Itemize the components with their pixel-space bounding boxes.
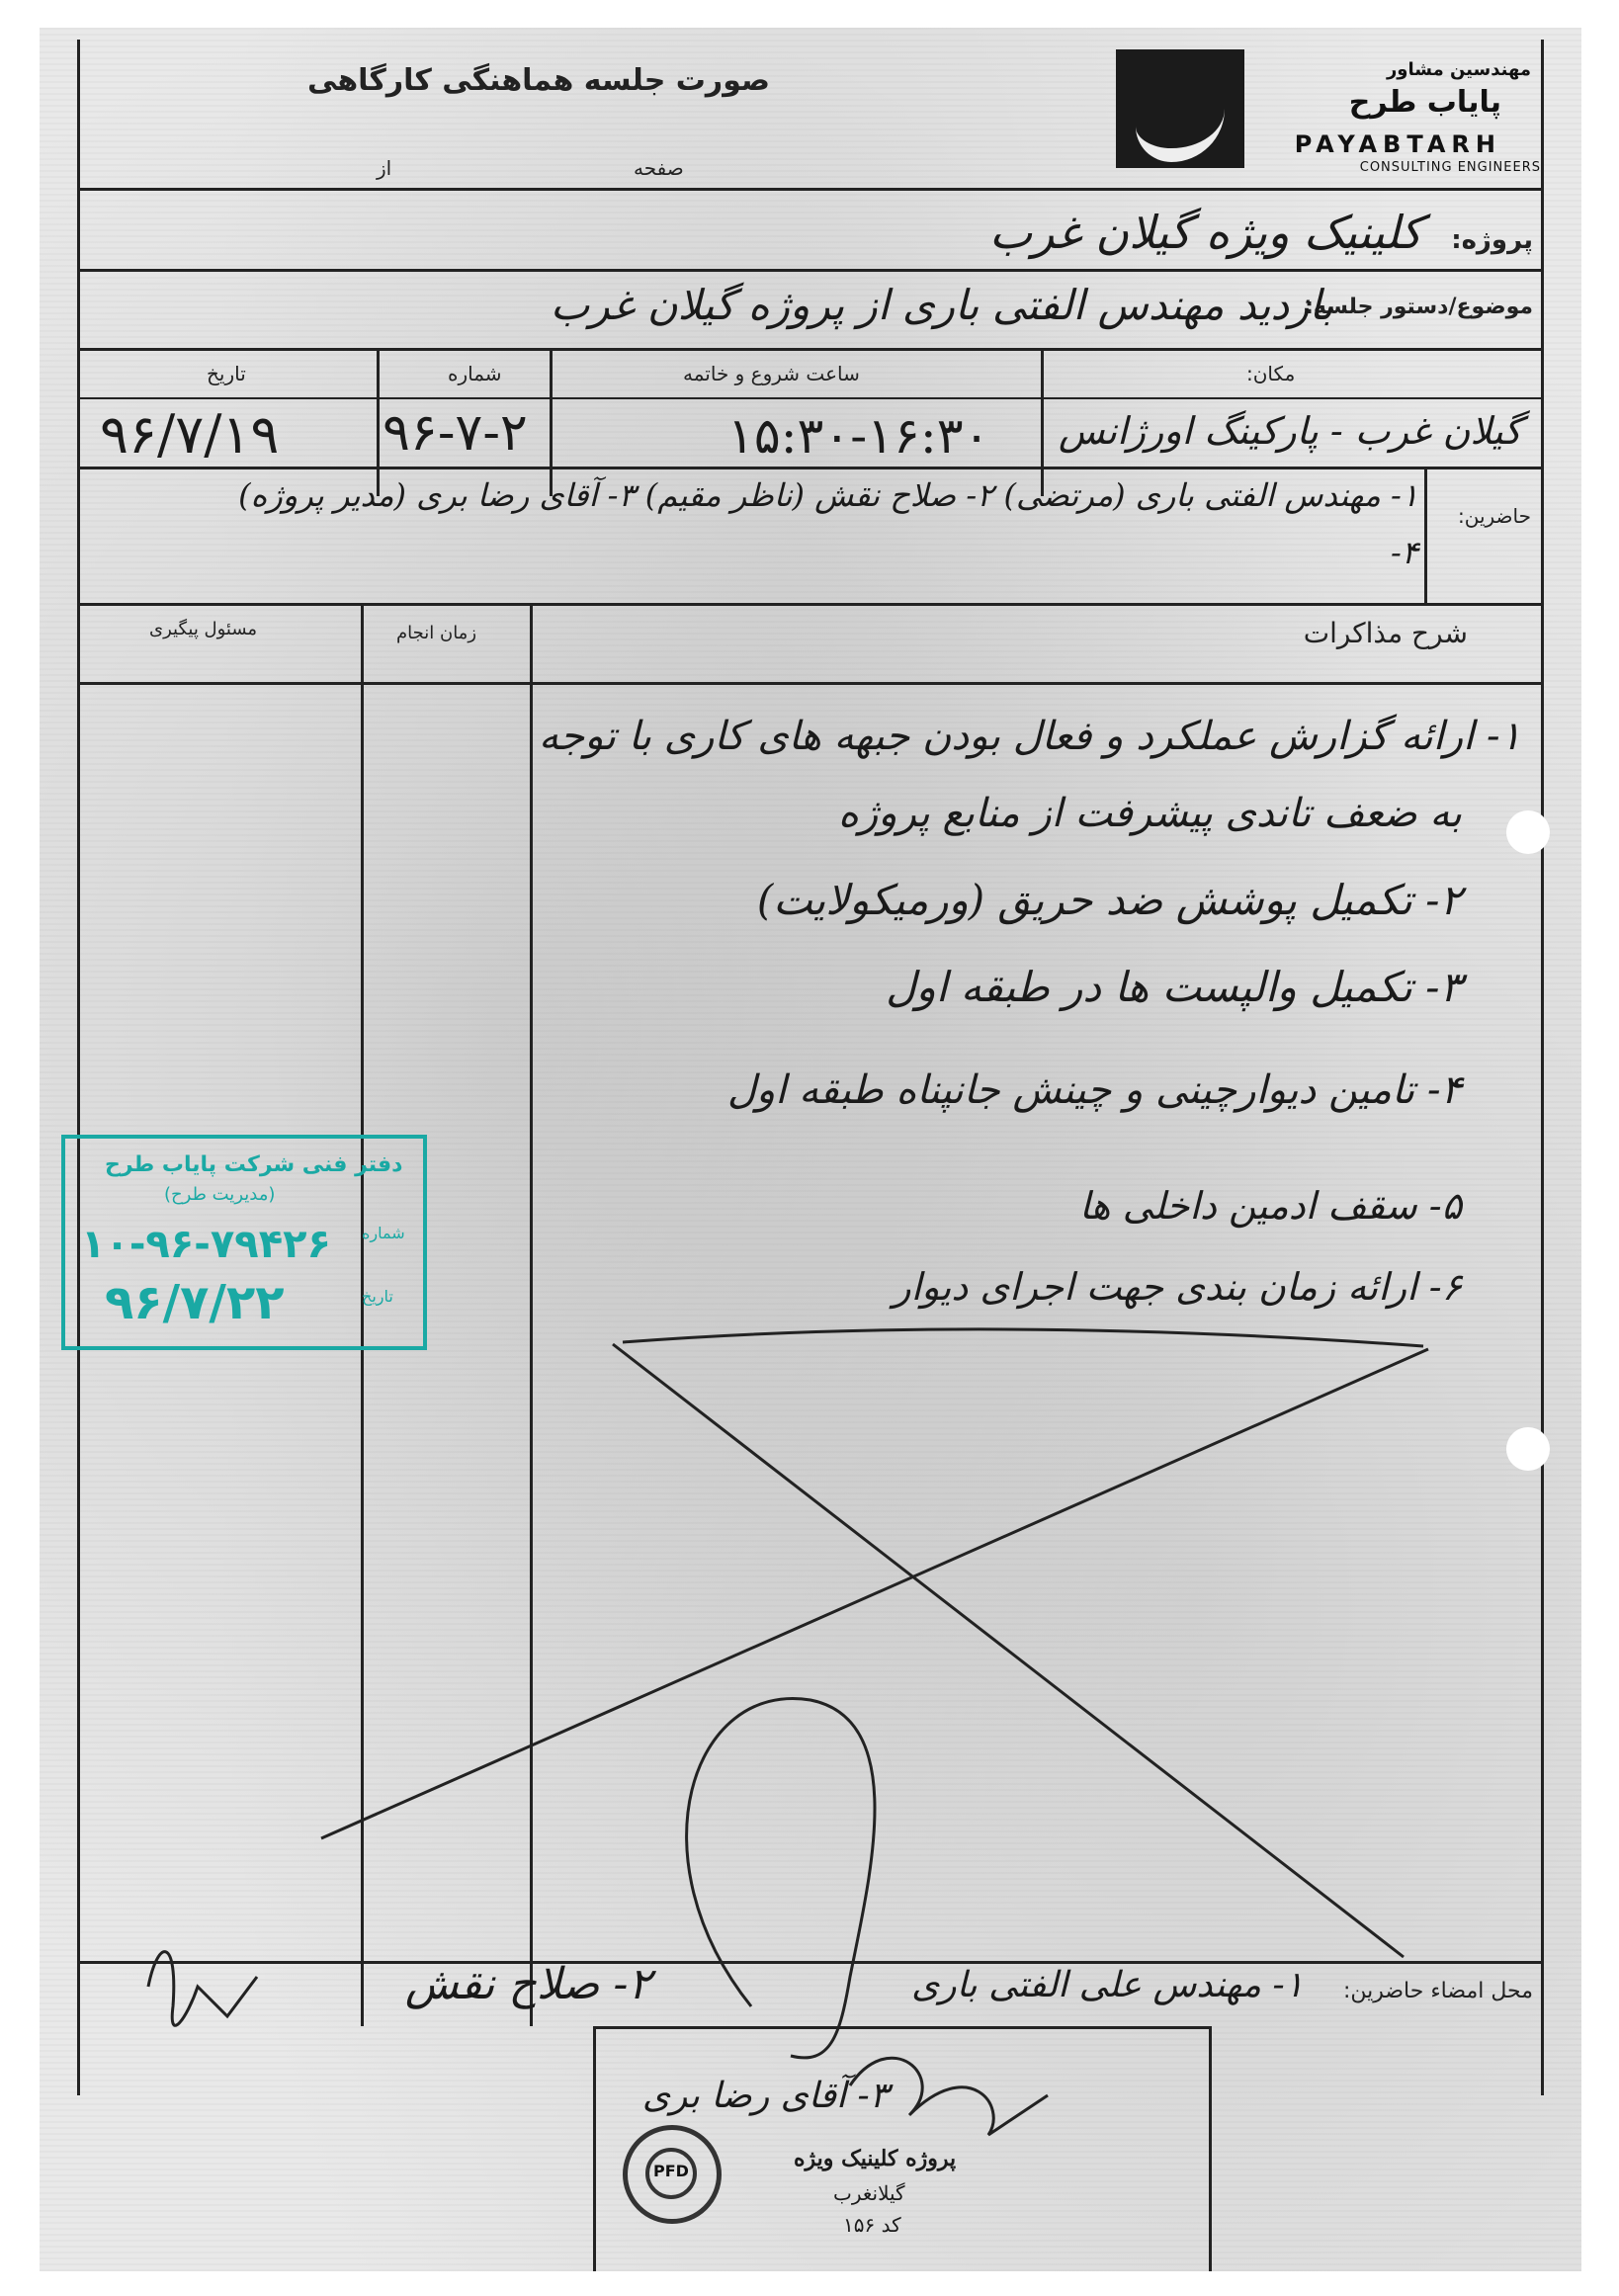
signature-3: ۳- آقای رضا بری xyxy=(641,2076,889,2116)
stamp-date-label: تاریخ xyxy=(362,1287,393,1306)
signature-scribble-left xyxy=(148,1952,257,2026)
date-label: تاریخ xyxy=(207,362,246,385)
firm-tagline: CONSULTING ENGINEERS xyxy=(1359,160,1541,175)
signature-loop xyxy=(687,1698,875,2057)
discussion-header: شرح مذاکرات xyxy=(1303,617,1468,649)
seal-text: PFD xyxy=(653,2162,689,2180)
of-label: از xyxy=(377,156,392,180)
time-value: ۱۵:۳۰-۱۶:۳۰ xyxy=(727,407,990,465)
subject-value: بازدید مهندس الفتی باری از پروژه گیلان غرب xyxy=(550,281,1333,329)
discussion-item-2: به ضعف تاندی پیشرفت از منابع پروژه xyxy=(838,791,1462,836)
signatures-label: محل امضاء حاضرین: xyxy=(1342,1979,1533,2003)
footer-line3: کد ۱۵۶ xyxy=(843,2213,901,2237)
stamp-line1: دفتر فنی شرکت پایاب طرح xyxy=(105,1152,403,1177)
stamp-line2: (مدیریت طرح) xyxy=(164,1184,276,1205)
number-label: شماره xyxy=(448,362,502,385)
strike-line-1 xyxy=(613,1344,1404,1957)
date-value: ۹۶/۷/۱۹ xyxy=(100,403,280,466)
stamp-number-value: ۱۰-۹۶-۷۹۴۲۶ xyxy=(81,1222,331,1267)
signature-2: ۲- صلاح نقش xyxy=(404,1959,651,2009)
discussion-item-5: ۴- تامین دیوارچینی و چینش جانپناه طبقه اول xyxy=(726,1067,1462,1113)
responsible-header: مسئول پیگیری xyxy=(149,619,258,639)
project-label: پروژه: xyxy=(1451,225,1533,255)
discussion-item-3: ۲- تکمیل پوشش ضد حریق (ورمیکولایت) xyxy=(756,876,1462,924)
subject-label: موضوع/دستور جلسه: xyxy=(1305,295,1533,319)
place-label: مکان: xyxy=(1246,362,1296,385)
form-title: صورت جلسه هماهنگی کارگاهی xyxy=(307,63,771,98)
stamp-number-label: شماره xyxy=(362,1224,405,1242)
strike-line-top xyxy=(623,1329,1423,1346)
firm-small-label: مهندسین مشاور xyxy=(1386,59,1531,80)
place-value: گیلان غرب - پارکینگ اورژانس xyxy=(1059,409,1522,453)
project-value: کلینیک ویژه گیلان غرب xyxy=(988,206,1422,259)
discussion-item-7: ۶- ارائه زمان بندی جهت اجرای دیوار xyxy=(893,1265,1462,1309)
firm-name-en: PAYABTARH xyxy=(1294,130,1501,158)
deadline-header: زمان انجام xyxy=(396,623,477,643)
strike-line-2 xyxy=(321,1349,1428,1838)
signature-1: ۱- مهندس علی الفتی باری xyxy=(911,1965,1304,2005)
number-value: ۹۶-۷-۲ xyxy=(383,403,528,463)
footer-line1: پروژه کلینیک ویژه xyxy=(794,2146,957,2171)
attendees-label: حاضرین: xyxy=(1457,504,1531,528)
signature-scribble-footer xyxy=(850,2058,1048,2135)
attendees-line1: ۱- مهندس الفتی باری (مرتضی) ۲- صلاح نقش (ناظر مقیم) ۳- آقای رضا بری (مدیر پروژه) xyxy=(238,476,1418,514)
attendees-line2: ۴- xyxy=(1391,534,1418,571)
page-label: صفحه xyxy=(634,156,684,180)
discussion-item-1: ۱- ارائه گزارش عملکرد و فعال بودن جبهه های کاری با توجه xyxy=(539,714,1521,759)
discussion-item-6: ۵- سقف ادمین داخلی ها xyxy=(1078,1184,1462,1228)
discussion-item-4: ۳- تکمیل والپست ها در طبقه اول xyxy=(886,963,1462,1011)
stamp-date-value: ۹۶/۷/۲۲ xyxy=(105,1275,285,1330)
firm-name-fa: پایاب طرح xyxy=(1348,85,1501,120)
footer-line2: گیلانغرب xyxy=(833,2181,905,2205)
time-label: ساعت شروع و خاتمه xyxy=(683,362,860,385)
